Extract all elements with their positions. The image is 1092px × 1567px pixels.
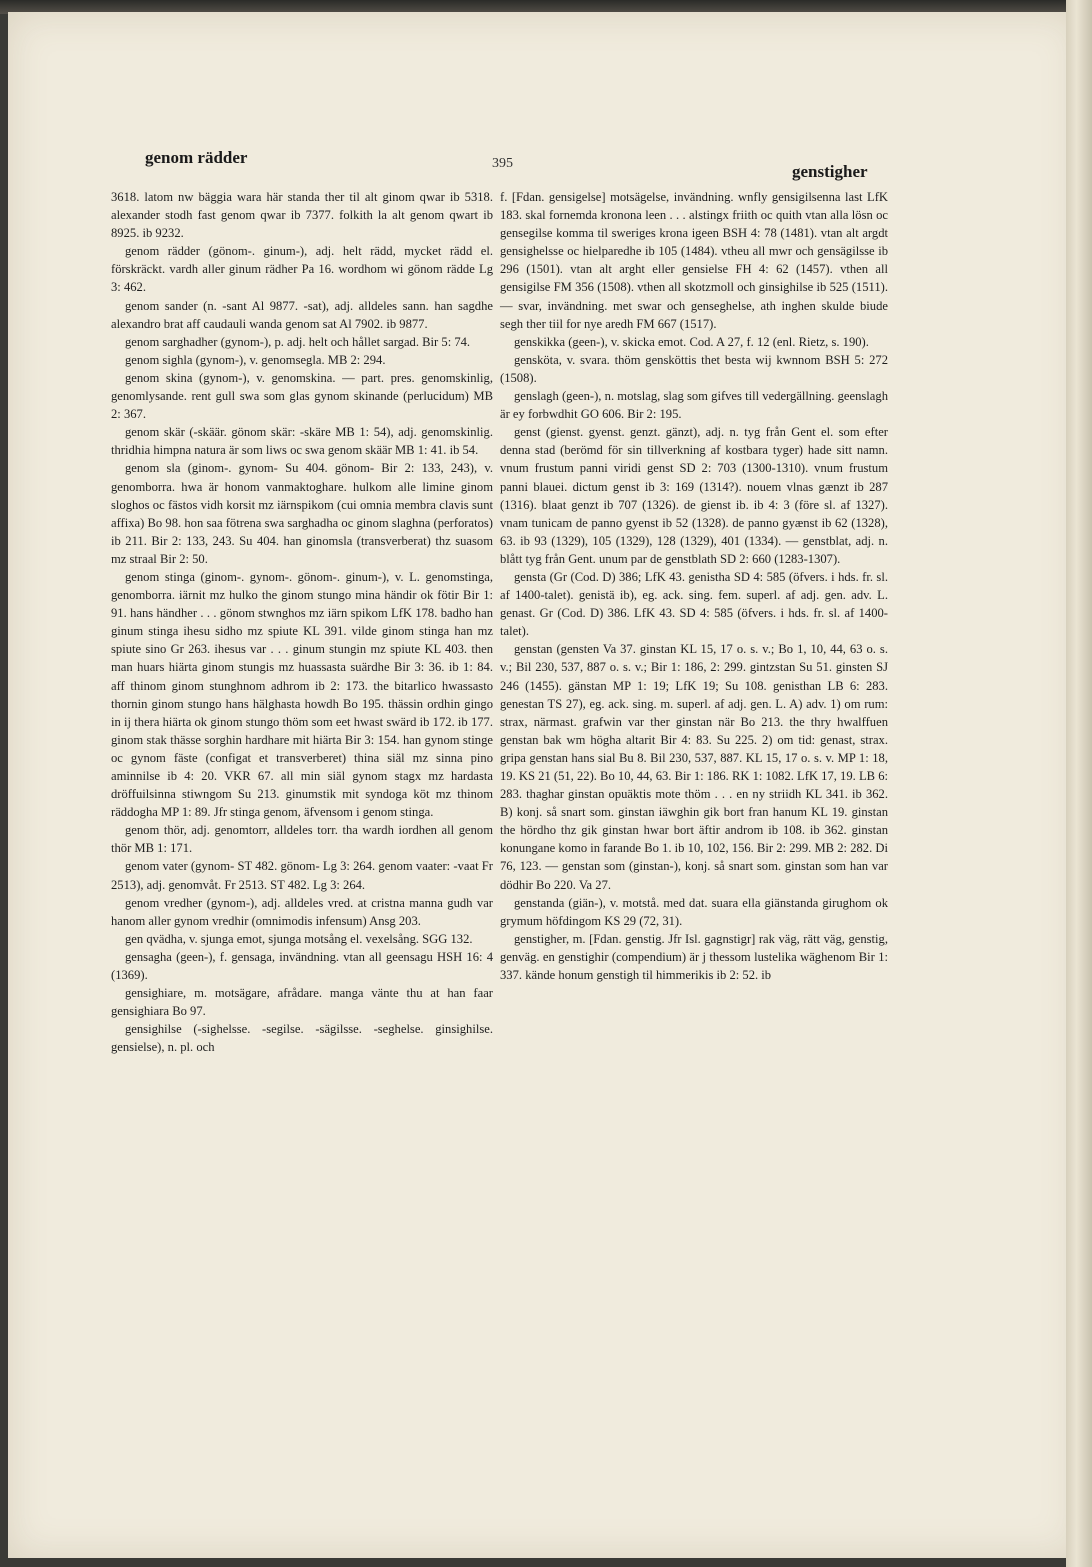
entry-gen-qvadha: gen qvädha, v. sjunga emot, sjunga motsång el. vexelsång. SGG 132. [125,931,473,946]
entry-genom-vredher: genom vredher (gynom-), adj. alldeles vred. at cristna manna gudh var hanom aller gynom vredhir (omnimodis infensum) Ansg 203. [111,895,493,928]
entry-genom-sighla: genom sighla (gynom-), v. genomsegla. MB 2: 294. [125,352,386,367]
entry-genom-skar: genom skär (-skäär. gönom skär: -skäre MB 1: 54), adj. genomskinlig. thridhia himpna natura är som liws oc swa genom skäär MB 1: 41. ib 54. [111,425,493,458]
page-number: 395 [492,156,513,171]
entry-genom-vater: genom vater (gynom- ST 482. gönom- Lg 3: 264. genom vaater: -vaat Fr 2513), adj. genomvåt. Fr 2513. ST 482. Lg 3: 264. [111,859,493,892]
entry-genom-radder: genom rädder (gönom-. ginum-), adj. helt rädd, mycket rädd el. förskräckt. vardh aller ginum rädher Pa 16. wordhom wi gönom rädde Lg 3: 462. [111,244,493,295]
entry-gensighilse: gensighilse (-sighelsse. -segilse. -sägilsse. -seghelse. ginsighilse. gensielse), n. pl. och [111,1022,493,1055]
entry-genstanda: genstanda (giän-), v. motstå. med dat. suara ella giänstanda girughom ok grymum höfdingom KS 29 (72, 31). [500,895,888,928]
entry-genom-skina: genom skina (gynom-), v. genomskina. — part. pres. genomskinlig, genomlysande. rent gull swa som glas gynom skinande (perlucidum) MB 2: 367. [111,370,493,422]
entry-continuation: 3618. latom nw bäggia wara här standa ther til alt ginom qwar ib 5318. alexander stodh fast genom qwar ib 7377. folkith la alt genom qwart ib 8925. ib 9232. [111,190,493,241]
entry-genslagh: genslagh (geen-), n. motslag, slag som gifves till vedergällning. geenslagh är ey forbwdhit GO 606. Bir 2: 195. [500,389,888,422]
entry-genom-sarghadher: genom sarghadher (gynom-), p. adj. helt och hållet sargad. Bir 5: 74. [125,334,471,349]
scan-right-edge [1066,0,1092,1567]
dictionary-page [8,12,1080,1558]
entry-genom-sla: genom sla (ginom-. gynom- Su 404. gönom- Bir 2: 133, 243), v. genomborra. hwa är honom vanmaktoghare. hulkom alle limine ginom sloghos oc fästos vidh korsit mz iärnspikom (cui omnia membra clavis sunt affixa) Bo 98. hon saa fötrena swa sarghadha oc ginom slaghna (perforatos) ib 211. Bir 2: 133, 243. Su 404. han ginomsla (transverberat) thz suasom mz straal Bir 2: 50. [111,461,493,566]
entry-gensta: gensta (Gr (Cod. D) 386; LfK 43. genistha SD 4: 585 (öfvers. i hds. fr. sl. af 1400-talet). genistä ib), eg. ack. sing. fem. superl. af adj. gen. adv. L. genast. Gr (Cod. D) 386. LfK 43. SD 4: 585 (öfvers. i hds. fr. sl. af 1400-talet). [500,569,888,639]
entry-genstigher: genstigher, m. [Fdan. genstig. Jfr Isl. gagnstigr] rak väg, rätt väg, genstig, genväg. en genstighir (compendium) är j thessom lustelika wäghenom Bir 1: 337. kände honum genstigh til himmerikis ib 2: 52. ib [500,931,888,983]
entry-gensighilse-continued: f. [Fdan. gensigelse] motsägelse, invändning. wnfly gensigilsenna last LfK 183. skal fornemda kronona leen . . . alstingx friith oc quith vtan alla lösn oc gensegilse komma til sweriges krona igeen BSH 4: 78 (1481). vtan alt argdt gensighelsse oc hielparedhe ib 105 (1484). vtheu all mwr och gensägilsse ib 296 (1501). vtan alt arght eller gensielse FH 4: 62 (1457). vthen all gensigilse FM 356 (1508). vthen all skotzmoll och ginsighilse ib 525 (1511). — svar, invändning. met swar och genseghelse, ath inghen skulde biude segh ther tiil for nye aredh FM 667 (1517). [500,190,888,331]
left-running-headword: genom rädder [145,148,248,167]
entry-genom-stinga: genom stinga (ginom-. gynom-. gönom-. ginum-), v. L. genomstinga, genomborra. iärnit mz hulko the ginom stungo mina händir ok fötir Bir 1: 91. hans händher . . . gönom stwnghos mz iärn spikom LfK 178. badho han ginum stinga ihesu sidho mz spiute KL 391. vilde ginom stinga han mz spiute sino Gr 263. ihesus var . . . ginum stungin mz spiute KL 403. then man huars hiärta ginom stungis mz huassasta suärdhe Bir 3: 36. ib 1: 84. aff thinom ginom stunghnom adhrom ib 2: 173. the bitarlico hwassasto thornin ginom stungo hans hälghasta howdh Bo 195. thässin ordhin gingo in ij thera hiärta ok ginom stungo thöm som eet hwast swärd ib 172. ib 177. ginom stak thässe sorghin hardhare mit hiärta Bir 3: 154. han gynom stinge oc gynom fäste (configat et transverberet) thina siäl mz sinna pino aminnilse ib 4: 20. VKR 67. all min siäl gynom stagx mz hardasta dröffuilsinna stiwngom Su 213. ginumstik mit syndoga köt mz thinom räddogha MP 1: 89. Jfr stinga genom, äfvensom i genom stinga. [111,569,493,820]
entry-genstan: genstan (gensten Va 37. ginstan KL 15, 17 o. s. v.; Bo 1, 10, 44, 63 o. s. v.; Bil 230, 537, 887 o. s. v.; Bir 1: 186, 2: 299. gintzstan Su 51. ginsten SJ 246 (1455). gänstan MP 1: 19; LfK 19; Su 108. genisthan LB 6: 283. genestan TS 27), eg. ack. sing. m. superl. af adj. gen. L. A) adv. 1) om rum: strax, närmast. grafwin var ther ginstan när Bo 213. the thry hwalffuen genstan bak wm högha altarit Bir 4: 83. Su 225. 2) om tid: genast, strax. gripa genstan hans sial Bu 8. Bil 230, 537, 887. KL 15, 17 o. s. v. MP 1: 18, 19. KS 21 (51, 22). Bo 10, 44, 63. Bir 1: 186. RK 1: 1082. LfK 17, 19. LB 6: 283. thaghar ginstan opuäktis mote thöm . . . en ny striidh KL 341. ib 362. B) konj. så snart som. ginstan iäwghin gik bort fran hanum KL 19. ginstan the hördho thz gik ginstan hwar bort äftir androm ib 108. ib 362. ginstan konungane komo in farande Bo 1. ib 10, 102, 156. Bir 2: 299. MB 2: 282. Di 76, 123. — genstan som (ginstan-), konj. så snart som. ginstan som han var dödhir Bo 220. Va 27. [500,642,888,892]
right-column [500,188,888,984]
entry-gensagha: gensagha (geen-), f. gensaga, invändning. vtan all geensagu HSH 16: 4 (1369). [111,949,493,983]
entry-genom-sander: genom sander (n. -sant Al 9877. -sat), adj. alldeles sann. han sagdhe alexandro brat aff caudauli wanda genom sat Al 7902. ib 9877. [111,298,493,331]
entry-genom-thor: genom thör, adj. genomtorr, alldeles torr. tha wardh iordhen all genom thör MB 1: 171. [111,823,493,856]
left-column [111,188,493,1057]
entry-gensighiare: gensighiare, m. motsägare, afrådare. manga vänte thu at han faar gensighiara Bo 97. [111,986,493,1019]
right-running-headword: genstigher [792,162,868,181]
running-header [8,148,1080,181]
entry-genst: genst (gienst. gyenst. genzt. gänzt), adj. n. tyg från Gent el. som efter denna stad (berömd för sin tillverkning af kostbara tyger) hade sitt namn. vnum frustum panni viridi genst SD 2: 703 (1300-1310). vnum frustum panni blauei. dictum genst ib 3: 169 (1314?). nouem vlnas gænzt ib 287 (1316). blaat genzt ib 707 (1326). de gienst ib. ib 4: 3 (före sl. af 1327). vnam tunicam de panno gyenst ib 52 (1328). de panno gyænst ib 62 (1328), 63. ib 93 (1329), 105 (1329), 128 (1329), 401 (1334). — genstblat, adj. n. blått tyg från Gent. unum par de genstblath SD 2: 660 (1283-1307). [500,425,888,566]
entry-genskota: gensköta, v. svara. thöm gensköttis thet besta wij kwnnom BSH 5: 272 (1508). [500,352,888,385]
entry-genskikka: genskikka (geen-), v. skicka emot. Cod. A 27, f. 12 (enl. Rietz, s. 190). [514,334,869,349]
